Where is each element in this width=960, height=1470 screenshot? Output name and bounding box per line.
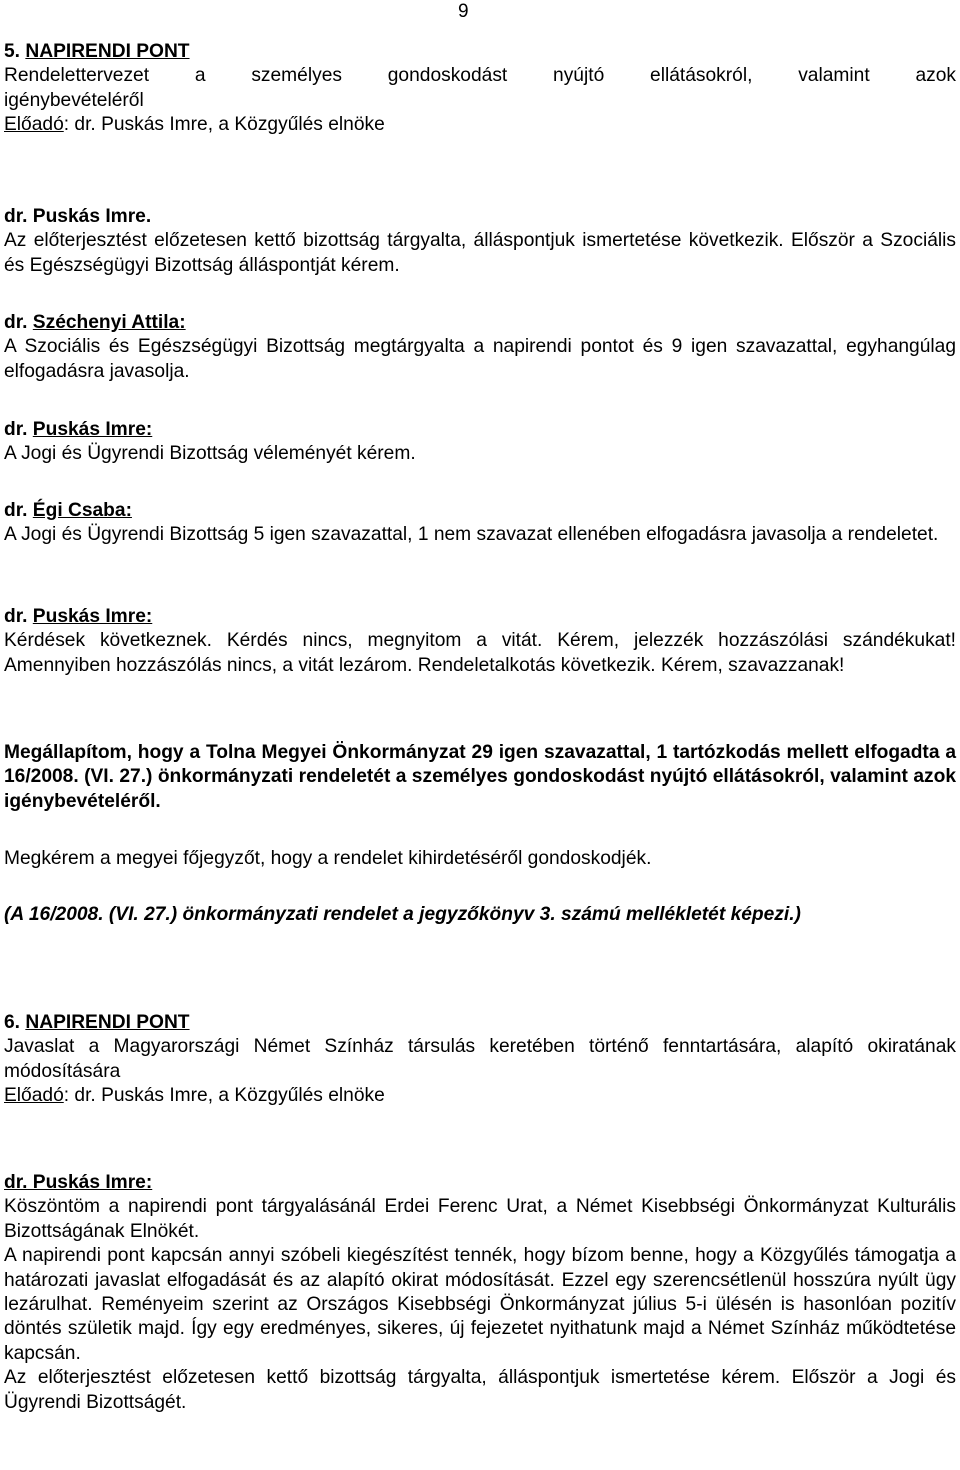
annex-note: (A 16/2008. (VI. 27.) önkormányzati rendelet a jegyzőkönyv 3. számú mellékletét képezi.) [4, 904, 801, 925]
heading-title: NAPIRENDI PONT [25, 1012, 190, 1033]
speaker-surname: Puskás Imre: [32, 606, 153, 627]
speaker-surname: Égi Csaba: [32, 500, 132, 521]
presenter-label: Előadó [4, 1085, 64, 1107]
presenter-label: Előadó [4, 114, 64, 136]
resolution-block [4, 741, 956, 814]
speaker-surname: Puskás Imre: [32, 419, 153, 440]
speech-szechenyi [4, 311, 956, 384]
agenda-presenter [4, 113, 956, 137]
heading-title: NAPIRENDI PONT [25, 41, 190, 62]
speaker-name: dr. Puskás Imre: [4, 1172, 153, 1193]
speech-text: A Szociális és Egészségügyi Bizottság megtárgyalta a napirendi pontot és 9 igen szavazattal, egyhangúlag elfogadásra javasolja. [4, 336, 956, 382]
speaker-surname: Széchenyi Attila: [32, 312, 186, 333]
speech-puskas-2 [4, 418, 956, 467]
agenda-heading-5 [4, 40, 956, 64]
speech-puskas-3 [4, 605, 956, 678]
speaker-name [4, 418, 956, 442]
agenda-item-6 [4, 1011, 956, 1109]
speech-puskas-1 [4, 205, 956, 278]
speech-paragraph: Az előterjesztést előzetesen kettő bizottság tárgyalta, álláspontjuk ismertetése kérem. Először a Jogi és Ügyrendi Bizottságét. [4, 1367, 956, 1413]
agenda-item-5 [4, 40, 956, 138]
speaker-prefix: dr. [4, 606, 33, 627]
agenda-presenter [4, 1084, 956, 1108]
speech-paragraph: A napirendi pont kapcsán annyi szóbeli kiegészítést tennék, hogy bízom benne, hogy a Közgyűlés támogatja a határozati javaslat elfogadását és az alapító okirat módosítását. Ezzel egy szerencsétlenül hosszúra nyúlt ügy lezárulhat. Reményeim szerint az Országos Kisebbségi Önkormányzat július 5-i ülésén is hasonlóan pozitív döntés születik majd. Így egy eredményes, sikeres, új fejezetet nyithatunk majd a Német Színház működtetése kapcsán. [4, 1245, 956, 1364]
speech-text: A Jogi és Ügyrendi Bizottság véleményét kérem. [4, 443, 416, 465]
speech-puskas-4 [4, 1171, 956, 1415]
heading-number: 6. [4, 1012, 21, 1033]
request-block [4, 847, 956, 871]
speaker-prefix: dr. [4, 419, 33, 440]
speech-egi [4, 499, 956, 548]
annex-note-block [4, 903, 956, 927]
speech-text: A Jogi és Ügyrendi Bizottság 5 igen szavazattal, 1 nem szavazat ellenében elfogadásra javasolja a rendeletet. [4, 524, 939, 546]
request-text: Megkérem a megyei főjegyzőt, hogy a rendelet kihirdetéséről gondoskodjék. [4, 848, 652, 869]
agenda-heading-6 [4, 1011, 956, 1035]
speaker-prefix: dr. [4, 312, 33, 333]
speech-paragraph: Köszöntöm a napirendi pont tárgyalásánál Erdei Ferenc Urat, a Német Kisebbségi Önkormányzat Kulturális Bizottságának Elnökét. [4, 1196, 956, 1242]
page-number: 9 [458, 1, 469, 22]
agenda-title-line2: igénybevételéről [4, 89, 144, 111]
presenter-text: : dr. Puskás Imre, a Közgyűlés elnöke [63, 114, 385, 136]
agenda-title-line1: Rendelettervezet a személyes gondoskodást nyújtó ellátásokról, valamint azok [4, 65, 956, 87]
speaker-prefix: dr. [4, 500, 33, 521]
speaker-name [4, 499, 956, 523]
agenda-title: Javaslat a Magyarországi Német Színház társulás keretében történő fenntartására, alapító okiratának módosítására [4, 1036, 956, 1082]
speech-text: Az előterjesztést előzetesen kettő bizottság tárgyalta, álláspontjuk ismertetése következik. Először a Szociális és Egészségügyi Bizottság álláspontját kérem. [4, 230, 956, 276]
resolution-text: Megállapítom, hogy a Tolna Megyei Önkormányzat 29 igen szavazattal, 1 tartózkodás mellett elfogadta a 16/2008. (VI. 27.) önkormányzati rendeletét a személyes gondoskodást nyújtó ellátásokról, valamint azok igénybevételéről. [4, 742, 956, 812]
presenter-text: : dr. Puskás Imre, a Közgyűlés elnöke [63, 1085, 385, 1107]
speaker-name [4, 311, 956, 335]
speaker-name: dr. Puskás Imre. [4, 206, 152, 227]
speaker-name [4, 605, 956, 629]
heading-number: 5. [4, 41, 21, 62]
speech-text: Kérdések következnek. Kérdés nincs, megnyitom a vitát. Kérem, jelezzék hozzászólási szándékukat! Amennyiben hozzászólás nincs, a vitát lezárom. Rendeletalkotás következik. Kérem, szavazzanak! [4, 630, 956, 676]
